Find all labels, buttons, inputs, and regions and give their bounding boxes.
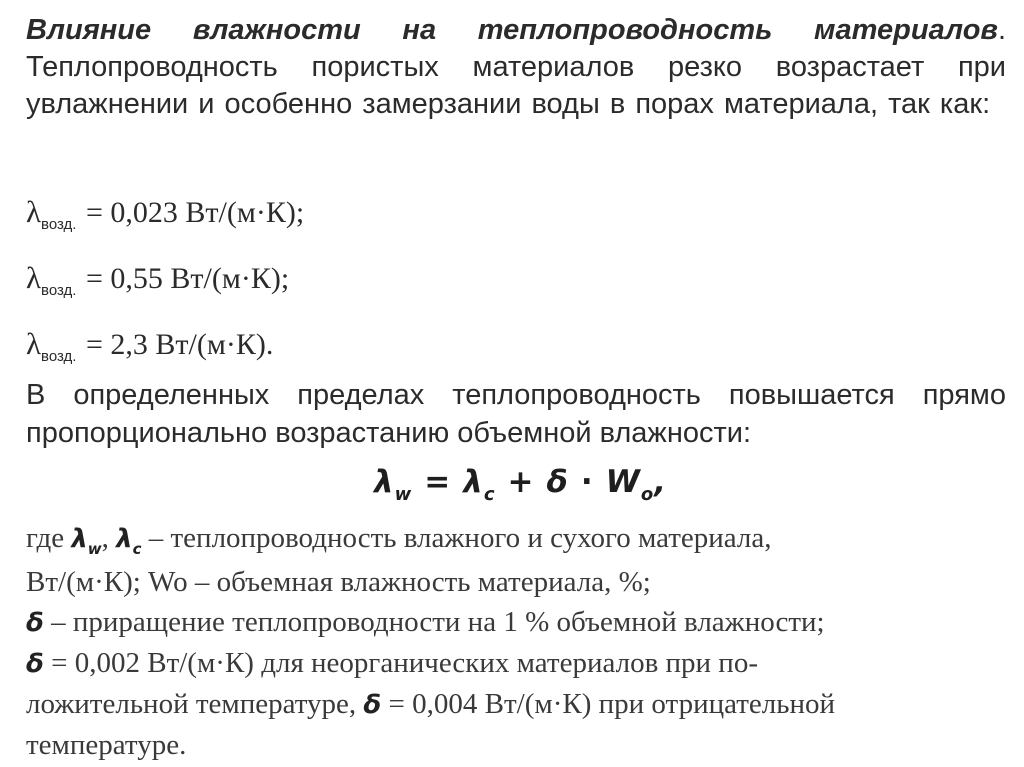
lambda-subscript: возд.	[41, 348, 77, 365]
lambda-symbol: λ	[26, 260, 42, 295]
note-line-2: Вт/(м·К); Wo – объемная влажность материала, %;	[26, 566, 651, 598]
lambda-symbol: λ	[26, 194, 42, 229]
note-prefix: где	[26, 522, 72, 554]
formula-dot: ·	[580, 464, 594, 500]
note-line-4	[26, 643, 1006, 684]
lambda-subscript: возд.	[41, 282, 77, 299]
intro-paragraph	[26, 12, 1006, 123]
formula-lambda: λ	[463, 464, 484, 500]
heading-period: .	[997, 14, 1006, 46]
formula-end: ,	[654, 464, 667, 500]
note-comma: ,	[101, 522, 117, 554]
note-lambda: λ	[71, 524, 88, 554]
formula-W: W	[605, 464, 641, 500]
note-text: = 0,004 Вт/(м·К) при отрицательной	[381, 688, 836, 720]
proportionality-paragraph: В определенных пределах теплопроводность повышается прямо пропорционально возрастанию объемной влажности:	[26, 379, 1006, 449]
lambda-value: = 0,55 Вт/(м·К);	[78, 262, 290, 295]
note-delta: δ	[363, 690, 382, 720]
note-text: – приращение теплопроводности на 1 % объемной влажности;	[43, 606, 825, 638]
note-line-1	[26, 518, 1006, 562]
formula-sub-c: c	[483, 484, 496, 505]
lambda-air-line	[26, 194, 304, 236]
section-heading: Влияние влажности на теплопроводность материалов	[26, 14, 998, 46]
lambda-value: = 0,023 Вт/(м·К);	[78, 196, 305, 229]
note-line-3	[26, 602, 1006, 643]
lambda-subscript: возд.	[41, 216, 77, 233]
intro-text: Теплопроводность пористых материалов резко возрастает при увлажнении и особенно замерзании воды в порах материала, так как:	[26, 51, 1006, 120]
lambda-value: = 2,3 Вт/(м·К).	[78, 328, 274, 361]
note-line-5	[26, 684, 1006, 725]
note-sub-w: w	[87, 540, 102, 558]
slide	[26, 8, 1006, 761]
note-delta: δ	[26, 649, 44, 679]
note-delta: δ	[26, 608, 44, 638]
formula-sub-w: w	[394, 484, 413, 505]
note-sub-c: c	[132, 540, 142, 558]
formula-sub-o: o	[640, 484, 655, 505]
legend-notes	[26, 518, 1006, 765]
formula-delta: δ	[546, 464, 569, 500]
lambda-water-line	[26, 260, 289, 302]
lambda-ice-line	[26, 326, 273, 368]
note-text: = 0,002 Вт/(м·К) для неорганических материалов при по-	[43, 647, 758, 679]
note-text: ложительной температуре,	[26, 688, 364, 720]
formula-lambda: λ	[374, 464, 395, 500]
note-lambda: λ	[116, 524, 133, 554]
note-line-6: температуре.	[26, 729, 187, 761]
formula-equals: =	[424, 464, 452, 500]
note-text: – теплопроводность влажного и сухого материала,	[141, 522, 772, 554]
formula-plus: +	[507, 464, 535, 500]
main-formula	[374, 464, 667, 505]
lambda-symbol: λ	[26, 326, 42, 361]
